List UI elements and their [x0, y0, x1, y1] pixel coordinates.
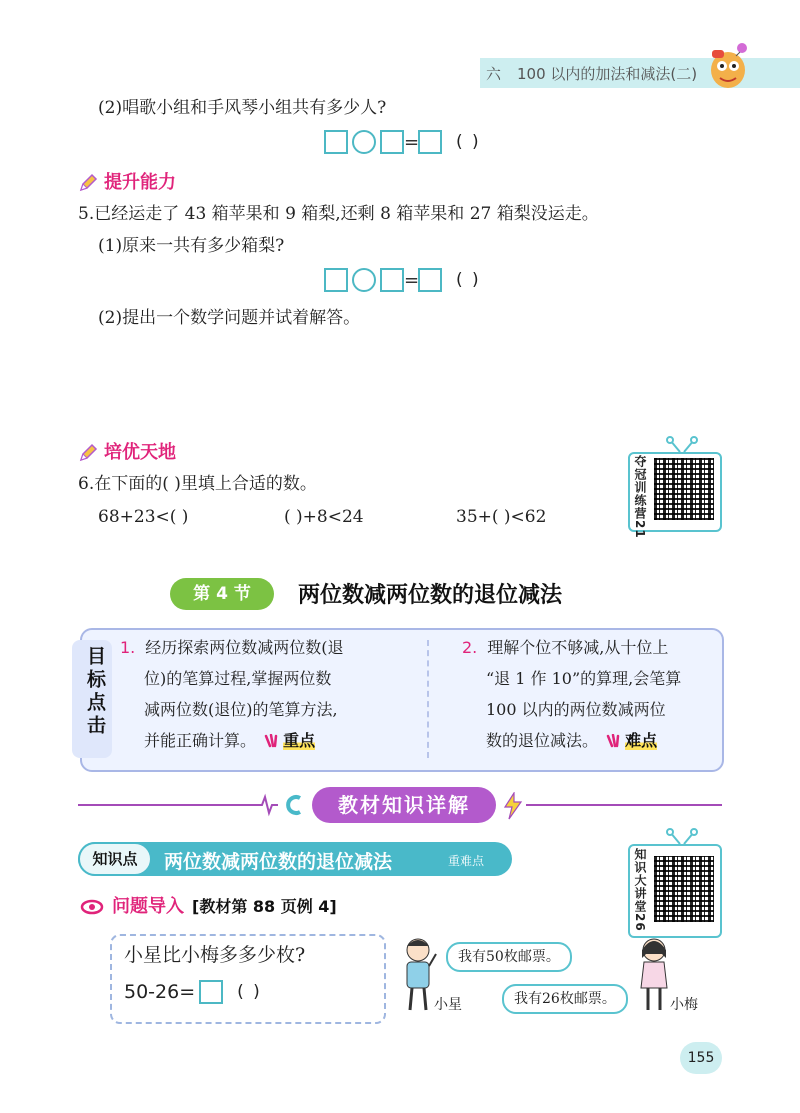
knowledge-level: 重难点 [448, 854, 485, 868]
intro-heading [80, 892, 337, 918]
q5-equation-row [324, 268, 481, 292]
page-number: 155 [680, 1042, 722, 1074]
goal-1 [120, 632, 344, 756]
textbook-ref: [教材第 88 页例 4] [192, 897, 337, 916]
unit-parentheses[interactable]: ( ) [456, 270, 481, 290]
goal-label: 目标点击 [84, 646, 106, 738]
exclaim-icon [605, 734, 623, 750]
answer-box[interactable] [324, 130, 348, 154]
boy-name: 小星 [434, 997, 462, 1013]
exclaim-icon [263, 734, 281, 750]
goal-2-line: 100 以内的两位数减两位 [486, 700, 666, 719]
goal-2-line: 理解个位不够减,从十位上 [487, 638, 669, 657]
qr-code-icon[interactable] [654, 458, 714, 520]
result-box[interactable] [199, 980, 223, 1004]
result-box[interactable] [418, 130, 442, 154]
chapter-number: 六 [486, 65, 502, 83]
pencil-icon [78, 443, 98, 463]
girl-speech-bubble: 我有26枚邮票。 [502, 984, 628, 1014]
difficulty-tag: 难点 [625, 731, 658, 750]
lightning-icon [502, 792, 524, 820]
chapter-title: 100 以内的加法和减法(二) [517, 65, 698, 83]
knowledge-title: 两位数减两位数的退位减法 [164, 851, 393, 873]
explain-banner: 教材知识详解 [312, 787, 496, 823]
unit-parentheses[interactable]: ( ) [456, 132, 481, 152]
goal-2-line: 数的退位减法。 [486, 731, 599, 750]
q6-item[interactable]: ( )+8<24 [284, 507, 364, 527]
answer-box[interactable] [380, 130, 404, 154]
girl-name: 小梅 [670, 997, 698, 1013]
goal-1-line: 位)的笔算过程,掌握两位数 [144, 669, 332, 688]
mascot-icon [704, 40, 752, 92]
goal-1-line: 减两位数(退位)的笔算方法, [144, 700, 338, 719]
goal-2-number: 2. [462, 638, 478, 657]
equals-sign: = [404, 269, 420, 291]
goal-1-line: 经历探索两位数减两位数(退 [145, 638, 344, 657]
operator-circle[interactable] [352, 130, 376, 154]
divider-left [78, 804, 258, 806]
unit-parentheses[interactable]: ( ) [237, 982, 262, 1002]
q6-item[interactable]: 35+( )<62 [456, 507, 547, 527]
q5-sub1-text: (1)原来一共有多少箱梨? [98, 236, 285, 256]
qr-label-1: 夺冠训练营21 [633, 455, 647, 539]
knowledge-tag: 知识点 [78, 842, 152, 876]
operator-circle[interactable] [352, 268, 376, 292]
goal-2-line: “退 1 作 10”的算理,会笔算 [486, 669, 682, 688]
q6-item[interactable]: 68+23<( ) [98, 507, 189, 527]
pencil-icon [78, 173, 98, 193]
goal-1-line: 并能正确计算。 [144, 731, 257, 750]
boy-speech-bubble: 我有50枚邮票。 [446, 942, 572, 972]
goal-divider [427, 640, 429, 758]
qr-label-2: 知识大讲堂26 [633, 848, 647, 932]
problem-equation-row [124, 980, 262, 1004]
section4-title: 两位数减两位数的退位减法 [298, 583, 563, 608]
problem-equation: 50-26= [124, 981, 196, 1003]
answer-box[interactable] [380, 268, 404, 292]
result-box[interactable] [418, 268, 442, 292]
answer-box[interactable] [324, 268, 348, 292]
intro-title: 问题导入 [112, 896, 184, 917]
section4-badge: 第 4 节 [170, 578, 274, 610]
q5-sub2-text: (2)提出一个数学问题并试着解答。 [98, 308, 361, 328]
q4-equation-row [324, 130, 481, 154]
q6-text: 6.在下面的( )里填上合适的数。 [78, 474, 317, 494]
section-improve-heading [78, 168, 176, 194]
problem-question: 小星比小梅多多少枚? [124, 944, 306, 966]
q4-sub2-text: (2)唱歌小组和手风琴小组共有多少人? [98, 98, 387, 118]
boy-figure-icon [398, 936, 438, 1016]
header-title [486, 63, 713, 84]
goal-1-number: 1. [120, 638, 136, 657]
section-improve-title: 提升能力 [104, 172, 176, 193]
goal-2 [462, 632, 681, 756]
girl-figure-icon [634, 936, 674, 1016]
section-advanced-title: 培优天地 [104, 442, 176, 463]
eye-icon [80, 899, 104, 915]
divider-right [526, 804, 722, 806]
section-advanced-heading [78, 438, 176, 464]
magnet-icon [256, 792, 306, 818]
q5-text: 5.已经运走了 43 箱苹果和 9 箱梨,还剩 8 箱苹果和 27 箱梨没运走。 [78, 204, 599, 224]
key-point-tag: 重点 [283, 731, 316, 750]
equals-sign: = [404, 131, 420, 153]
qr-code-icon[interactable] [654, 856, 714, 922]
